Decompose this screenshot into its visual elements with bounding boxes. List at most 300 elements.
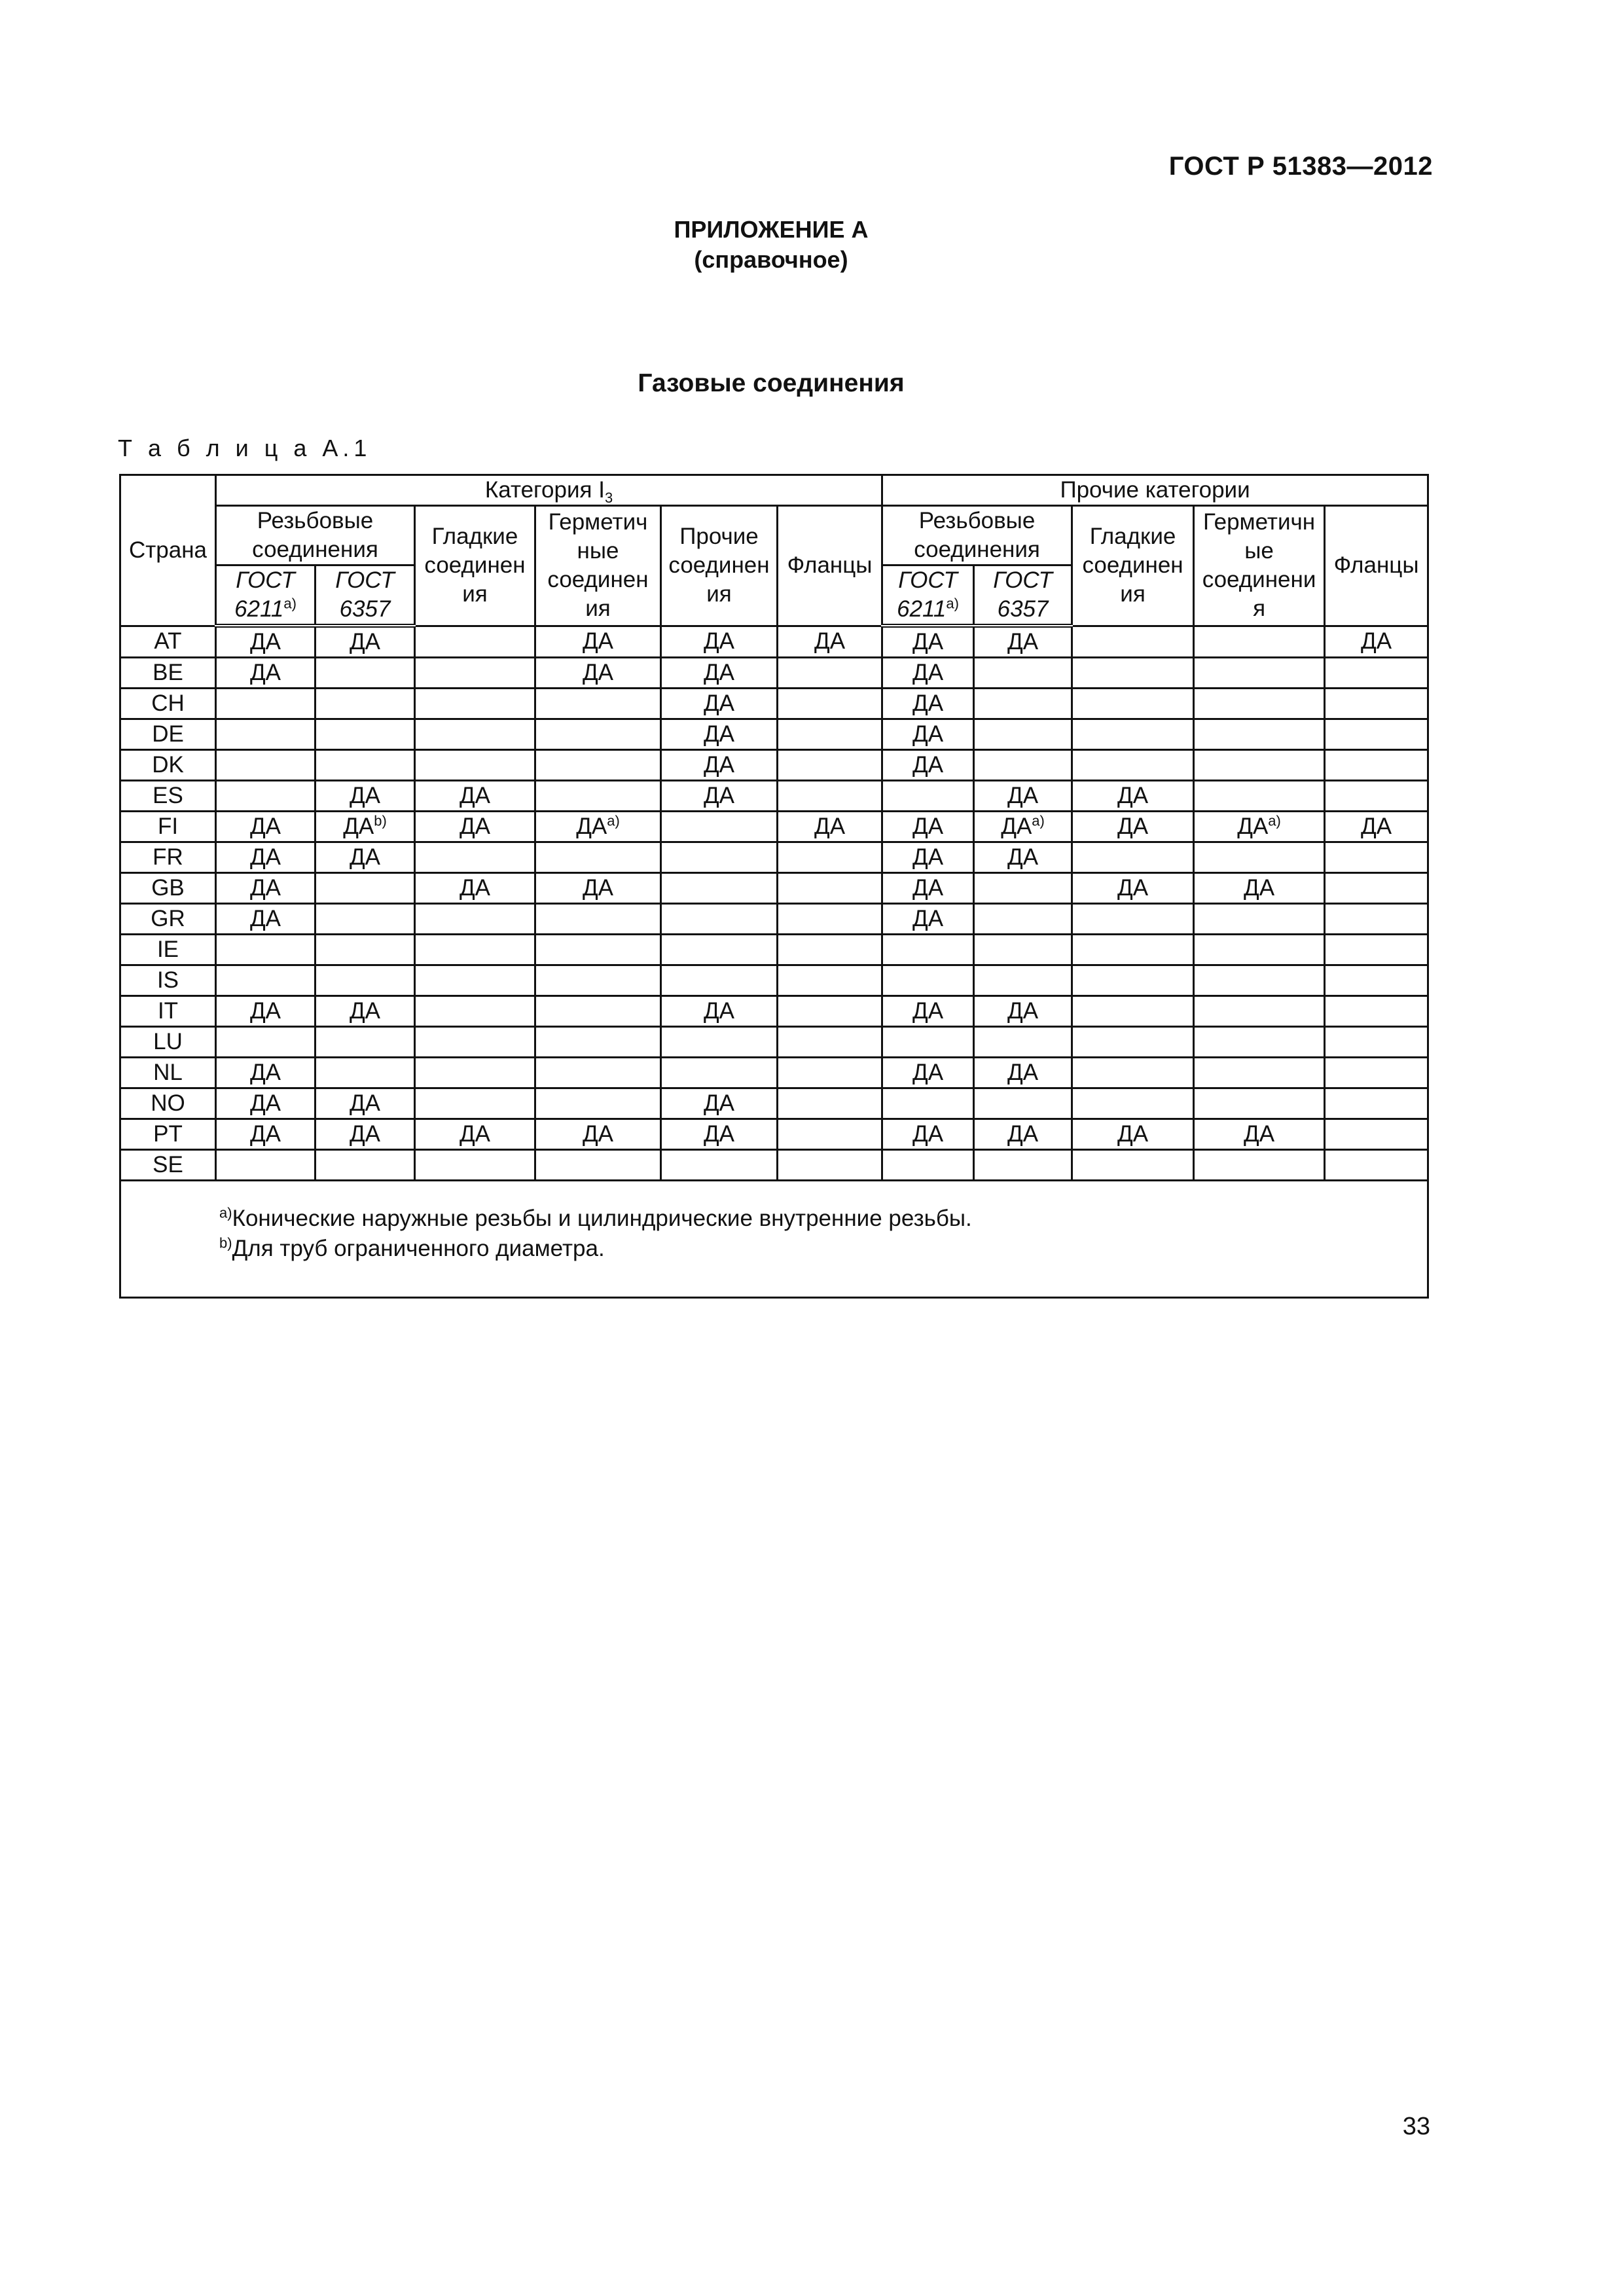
- table-cell: [882, 719, 974, 750]
- country-cell: PT: [120, 1119, 216, 1150]
- std-6211-label: ГОСТ 6211: [234, 567, 295, 622]
- table-cell: [1194, 1058, 1325, 1088]
- cell-value: ДА: [349, 1121, 381, 1147]
- cell-value: ДА: [703, 998, 735, 1024]
- table-cell: [882, 842, 974, 873]
- g1-flanges-header: Фланцы: [778, 506, 882, 626]
- table-cell: [1072, 904, 1194, 935]
- cell-value: ДА: [703, 721, 735, 747]
- country-cell: GB: [120, 873, 216, 904]
- table-cell: [415, 996, 535, 1027]
- table-cell: [778, 658, 882, 689]
- table-cell: [778, 812, 882, 842]
- g1-std-6357-header: ГОСТ 6357: [316, 565, 415, 626]
- table-cell: [415, 965, 535, 996]
- table-cell: [316, 965, 415, 996]
- table-cell: [1325, 873, 1428, 904]
- table-cell: [661, 965, 778, 996]
- table-cell: [882, 1119, 974, 1150]
- country-header: Страна: [120, 475, 216, 626]
- cell-value: ДА: [1117, 814, 1149, 839]
- table-cell: [778, 842, 882, 873]
- table-cell: [1194, 935, 1325, 965]
- table-cell: [415, 873, 535, 904]
- table-cell: [661, 1058, 778, 1088]
- cell-value: ДА: [1007, 783, 1039, 808]
- table-row: [120, 935, 1428, 965]
- table-cell: [1072, 658, 1194, 689]
- table-row: [120, 626, 1428, 658]
- cell-value: ДА: [1117, 875, 1149, 901]
- table-cell: [316, 658, 415, 689]
- table-cell: [535, 904, 661, 935]
- table-row: [120, 1027, 1428, 1058]
- table-cell: [778, 965, 882, 996]
- g1-smooth-header: Гладкие соединен ия: [415, 506, 535, 626]
- cell-value: ДА: [703, 1090, 735, 1116]
- cell-value: ДА: [249, 660, 281, 685]
- table-row: [120, 750, 1428, 781]
- table-cell: [1194, 965, 1325, 996]
- cell-value: ДА: [349, 1090, 381, 1116]
- footnote-text: Для труб ограниченного диаметра.: [232, 1236, 605, 1261]
- cell-value: ДА: [1007, 844, 1039, 870]
- appendix-subtitle: (справочное): [694, 246, 848, 273]
- table-cell: [316, 812, 415, 842]
- cell-value: ДА: [703, 752, 735, 778]
- table-row: [120, 842, 1428, 873]
- table-cell: [1072, 750, 1194, 781]
- table-cell: [1194, 658, 1325, 689]
- table-cell: [216, 1058, 316, 1088]
- cell-value: ДА: [703, 783, 735, 808]
- cell-value: ДА: [1007, 629, 1039, 655]
- cell-value: ДА: [912, 875, 944, 901]
- cell-note: a): [607, 812, 620, 829]
- table-cell: [535, 626, 661, 658]
- table-cell: [216, 689, 316, 719]
- cell-value: ДА: [912, 691, 944, 716]
- table-cell: [882, 1150, 974, 1181]
- table-cell: [1325, 719, 1428, 750]
- std-6211-note: a): [946, 595, 959, 612]
- table-cell: [778, 1058, 882, 1088]
- country-cell: ES: [120, 781, 216, 812]
- cell-value: ДА: [249, 875, 281, 901]
- table-cell: [778, 873, 882, 904]
- cell-value: ДА: [1361, 628, 1392, 655]
- table-cell: [216, 1088, 316, 1119]
- table-cell: [1325, 842, 1428, 873]
- footnote-mark: b): [219, 1234, 232, 1251]
- cell-value: ДА: [249, 629, 281, 655]
- table-cell: [882, 873, 974, 904]
- table-cell: [316, 1058, 415, 1088]
- g1-other-header: Прочие соединен ия: [661, 506, 778, 626]
- table-cell: [535, 1150, 661, 1181]
- cell-value: ДА: [912, 660, 944, 685]
- table-cell: [661, 1088, 778, 1119]
- cell-value: ДА: [249, 844, 281, 870]
- country-cell: DK: [120, 750, 216, 781]
- table-cell: [216, 904, 316, 935]
- cell-value: ДА: [343, 814, 374, 839]
- table-cell: [974, 1058, 1072, 1088]
- table-cell: [882, 1027, 974, 1058]
- table-row: [120, 812, 1428, 842]
- table-cell: [1325, 904, 1428, 935]
- table-cell: [216, 750, 316, 781]
- cell-value: ДА: [1117, 783, 1149, 808]
- table-row: [120, 873, 1428, 904]
- footnote-text: Конические наружные резьбы и цилиндрические внутренние резьбы.: [232, 1206, 972, 1231]
- table-cell: [661, 1119, 778, 1150]
- cell-value: ДА: [249, 1121, 281, 1147]
- cell-value: ДА: [1007, 998, 1039, 1024]
- cell-value: ДА: [459, 1121, 491, 1147]
- table-cell: [535, 750, 661, 781]
- table-cell: [216, 965, 316, 996]
- table-cell: [1194, 1027, 1325, 1058]
- cell-value: ДА: [1361, 814, 1392, 839]
- g2-flanges-header: Фланцы: [1325, 506, 1428, 626]
- table-cell: [1325, 935, 1428, 965]
- table-cell: [316, 1027, 415, 1058]
- table-cell: [1325, 658, 1428, 689]
- table-cell: [882, 750, 974, 781]
- table-cell: [216, 996, 316, 1027]
- table-cell: [535, 873, 661, 904]
- table-cell: [415, 812, 535, 842]
- table-cell: [1072, 719, 1194, 750]
- footnotes: [121, 1181, 1427, 1264]
- table-cell: [415, 1150, 535, 1181]
- table-cell: [316, 1150, 415, 1181]
- cell-note: a): [1268, 812, 1281, 829]
- table-cell: [661, 1027, 778, 1058]
- table-cell: [535, 812, 661, 842]
- table-cell: [974, 904, 1072, 935]
- table-cell: [661, 750, 778, 781]
- g2-std-6211-header: [882, 565, 974, 626]
- country-cell: DE: [120, 719, 216, 750]
- country-cell: FI: [120, 812, 216, 842]
- country-cell: SE: [120, 1150, 216, 1181]
- table-cell: [415, 1119, 535, 1150]
- table-cell: [216, 1150, 316, 1181]
- table-row: [120, 1119, 1428, 1150]
- cell-value: ДА: [703, 660, 735, 685]
- table-body: [120, 626, 1428, 1181]
- table-row: [120, 781, 1428, 812]
- table-cell: [535, 1058, 661, 1088]
- table-cell: [778, 1150, 882, 1181]
- document-number: ГОСТ Р 51383—2012: [1168, 152, 1433, 181]
- country-cell: LU: [120, 1027, 216, 1058]
- table-cell: [415, 1027, 535, 1058]
- cell-value: ДА: [582, 1121, 614, 1147]
- table-row: [120, 689, 1428, 719]
- table-cell: [316, 935, 415, 965]
- table-row: [120, 1088, 1428, 1119]
- table-cell: [1325, 781, 1428, 812]
- table-cell: [974, 689, 1072, 719]
- table-cell: [882, 689, 974, 719]
- table-cell: [1194, 996, 1325, 1027]
- table-cell: [316, 904, 415, 935]
- category-i3-label: Категория I: [484, 477, 605, 503]
- cell-value: ДА: [912, 629, 944, 655]
- table-cell: [415, 626, 535, 658]
- table-cell: [1194, 812, 1325, 842]
- table-cell: [1325, 1119, 1428, 1150]
- cell-value: ДА: [703, 1121, 735, 1147]
- table-cell: [415, 658, 535, 689]
- table-cell: [882, 781, 974, 812]
- cell-value: ДА: [349, 998, 381, 1024]
- table-cell: [1072, 873, 1194, 904]
- table-cell: [1072, 842, 1194, 873]
- cell-value: ДА: [814, 814, 846, 839]
- table-cell: [1325, 812, 1428, 842]
- table-cell: [216, 1027, 316, 1058]
- appendix-title: ПРИЛОЖЕНИЕ А: [674, 216, 869, 243]
- cell-value: ДА: [1007, 1060, 1039, 1085]
- cell-value: ДА: [703, 628, 735, 655]
- table-cell: [316, 873, 415, 904]
- table-cell: [216, 1119, 316, 1150]
- table-cell: [316, 842, 415, 873]
- table-cell: [974, 965, 1072, 996]
- table-cell: [661, 689, 778, 719]
- table-cell: [1194, 1150, 1325, 1181]
- country-cell: BE: [120, 658, 216, 689]
- table-cell: [415, 719, 535, 750]
- table-cell: [316, 689, 415, 719]
- cell-value: ДА: [576, 814, 607, 839]
- country-cell: NL: [120, 1058, 216, 1088]
- cell-value: ДА: [249, 906, 281, 931]
- table-cell: [216, 873, 316, 904]
- table-cell: [778, 996, 882, 1027]
- table-cell: [882, 812, 974, 842]
- table-cell: [316, 626, 415, 658]
- cell-value: ДА: [459, 814, 491, 839]
- cell-value: ДА: [912, 1121, 944, 1147]
- cell-value: ДА: [459, 875, 491, 901]
- table-cell: [316, 750, 415, 781]
- table-cell: [882, 626, 974, 658]
- table-cell: [216, 626, 316, 658]
- table-cell: [882, 996, 974, 1027]
- country-cell: AT: [120, 626, 216, 658]
- cell-value: ДА: [912, 844, 944, 870]
- table-cell: [882, 904, 974, 935]
- table-cell: [535, 842, 661, 873]
- appendix-heading: [0, 215, 1542, 275]
- footnotes-cell: [120, 1181, 1428, 1298]
- table-cell: [882, 1058, 974, 1088]
- table-cell: [974, 1119, 1072, 1150]
- cell-value: ДА: [912, 752, 944, 778]
- cell-value: ДА: [1117, 1121, 1149, 1147]
- g2-smooth-header: Гладкие соединен ия: [1072, 506, 1194, 626]
- table-cell: [974, 996, 1072, 1027]
- table-cell: [535, 781, 661, 812]
- table-cell: [216, 658, 316, 689]
- cell-value: ДА: [582, 875, 614, 901]
- table-cell: [535, 658, 661, 689]
- table-cell: [1072, 1150, 1194, 1181]
- cell-value: ДА: [912, 1060, 944, 1085]
- table-cell: [1325, 626, 1428, 658]
- table-row: [120, 965, 1428, 996]
- g1-sealed-header: Герметич ные соединен ия: [535, 506, 661, 626]
- table-cell: [974, 626, 1072, 658]
- table-cell: [535, 1088, 661, 1119]
- table-cell: [1072, 626, 1194, 658]
- table-cell: [535, 996, 661, 1027]
- table-cell: [661, 873, 778, 904]
- cell-value: ДА: [912, 814, 944, 839]
- table-cell: [535, 935, 661, 965]
- table-cell: [415, 781, 535, 812]
- table-cell: [1325, 1058, 1428, 1088]
- table-cell: [661, 812, 778, 842]
- cell-value: ДА: [814, 628, 846, 655]
- table-cell: [316, 781, 415, 812]
- table-cell: [778, 1027, 882, 1058]
- table-cell: [974, 935, 1072, 965]
- section-title: Газовые соединения: [638, 369, 905, 397]
- table-cell: [1325, 965, 1428, 996]
- cell-value: ДА: [912, 721, 944, 747]
- table-row: [120, 719, 1428, 750]
- cell-value: ДА: [703, 691, 735, 716]
- table-cell: [1072, 781, 1194, 812]
- table-cell: [1325, 1027, 1428, 1058]
- table-cell: [974, 842, 1072, 873]
- cell-value: ДА: [1001, 814, 1032, 839]
- table-cell: [1325, 1150, 1428, 1181]
- table-cell: [535, 1027, 661, 1058]
- table-row: [120, 1058, 1428, 1088]
- country-cell: FR: [120, 842, 216, 873]
- table-cell: [778, 626, 882, 658]
- country-cell: IT: [120, 996, 216, 1027]
- gas-connections-table: [119, 474, 1429, 1299]
- table-cell: [661, 996, 778, 1027]
- footnote-b: [219, 1234, 1427, 1264]
- g2-threaded-header: Резьбовые соединения: [882, 506, 1072, 565]
- table-cell: [1072, 996, 1194, 1027]
- table-cell: [1325, 750, 1428, 781]
- table-cell: [974, 1088, 1072, 1119]
- cell-value: ДА: [349, 629, 381, 655]
- table-caption: Т а б л и ц а А.1: [118, 435, 372, 461]
- table-cell: [1194, 719, 1325, 750]
- country-cell: IS: [120, 965, 216, 996]
- table-cell: [1194, 1119, 1325, 1150]
- table-cell: [778, 1088, 882, 1119]
- table-cell: [974, 750, 1072, 781]
- std-6211-note: a): [283, 595, 297, 612]
- table-cell: [778, 781, 882, 812]
- std-6211-label: ГОСТ 6211: [897, 567, 958, 622]
- cell-value: ДА: [349, 844, 381, 870]
- table-cell: [661, 658, 778, 689]
- table-cell: [974, 719, 1072, 750]
- cell-value: ДА: [582, 660, 614, 685]
- cell-note: b): [374, 812, 387, 829]
- table-cell: [1072, 689, 1194, 719]
- table-cell: [778, 750, 882, 781]
- table-cell: [974, 1027, 1072, 1058]
- table-cell: [1072, 965, 1194, 996]
- page-number: 33: [1402, 2113, 1430, 2140]
- table-cell: [1072, 1119, 1194, 1150]
- table-cell: [216, 719, 316, 750]
- cell-value: ДА: [249, 998, 281, 1024]
- table-cell: [316, 996, 415, 1027]
- table-cell: [415, 842, 535, 873]
- table-cell: [1194, 1088, 1325, 1119]
- cell-note: a): [1032, 812, 1045, 829]
- table-cell: [1194, 689, 1325, 719]
- table-cell: [882, 935, 974, 965]
- g1-threaded-header: Резьбовые соединения: [216, 506, 415, 565]
- g2-sealed-header: Герметичн ые соединени я: [1194, 506, 1325, 626]
- cell-value: ДА: [249, 1060, 281, 1085]
- cell-value: ДА: [1237, 814, 1269, 839]
- table-cell: [661, 904, 778, 935]
- table-cell: [778, 1119, 882, 1150]
- table-cell: [974, 781, 1072, 812]
- table-cell: [1072, 1088, 1194, 1119]
- table-cell: [882, 658, 974, 689]
- table-cell: [1072, 1058, 1194, 1088]
- table-cell: [415, 935, 535, 965]
- cell-value: ДА: [1244, 875, 1275, 901]
- other-categories-header: Прочие категории: [882, 475, 1428, 506]
- table-cell: [535, 1119, 661, 1150]
- g2-std-6357-header: ГОСТ 6357: [974, 565, 1072, 626]
- table-cell: [778, 689, 882, 719]
- cell-value: ДА: [912, 906, 944, 931]
- table-cell: [1194, 750, 1325, 781]
- table-cell: [882, 1088, 974, 1119]
- table-cell: [535, 689, 661, 719]
- table-cell: [415, 904, 535, 935]
- table-cell: [1194, 873, 1325, 904]
- table-cell: [778, 719, 882, 750]
- table-cell: [316, 1119, 415, 1150]
- table-cell: [1194, 781, 1325, 812]
- country-cell: IE: [120, 935, 216, 965]
- table-cell: [1325, 996, 1428, 1027]
- cell-value: ДА: [582, 628, 614, 655]
- category-i3-header: [216, 475, 882, 506]
- table-cell: [415, 750, 535, 781]
- table-cell: [661, 626, 778, 658]
- table-cell: [661, 842, 778, 873]
- table-cell: [1194, 626, 1325, 658]
- cell-value: ДА: [249, 814, 281, 839]
- table-cell: [216, 842, 316, 873]
- table-row: [120, 904, 1428, 935]
- table-row: [120, 996, 1428, 1027]
- table-cell: [415, 1058, 535, 1088]
